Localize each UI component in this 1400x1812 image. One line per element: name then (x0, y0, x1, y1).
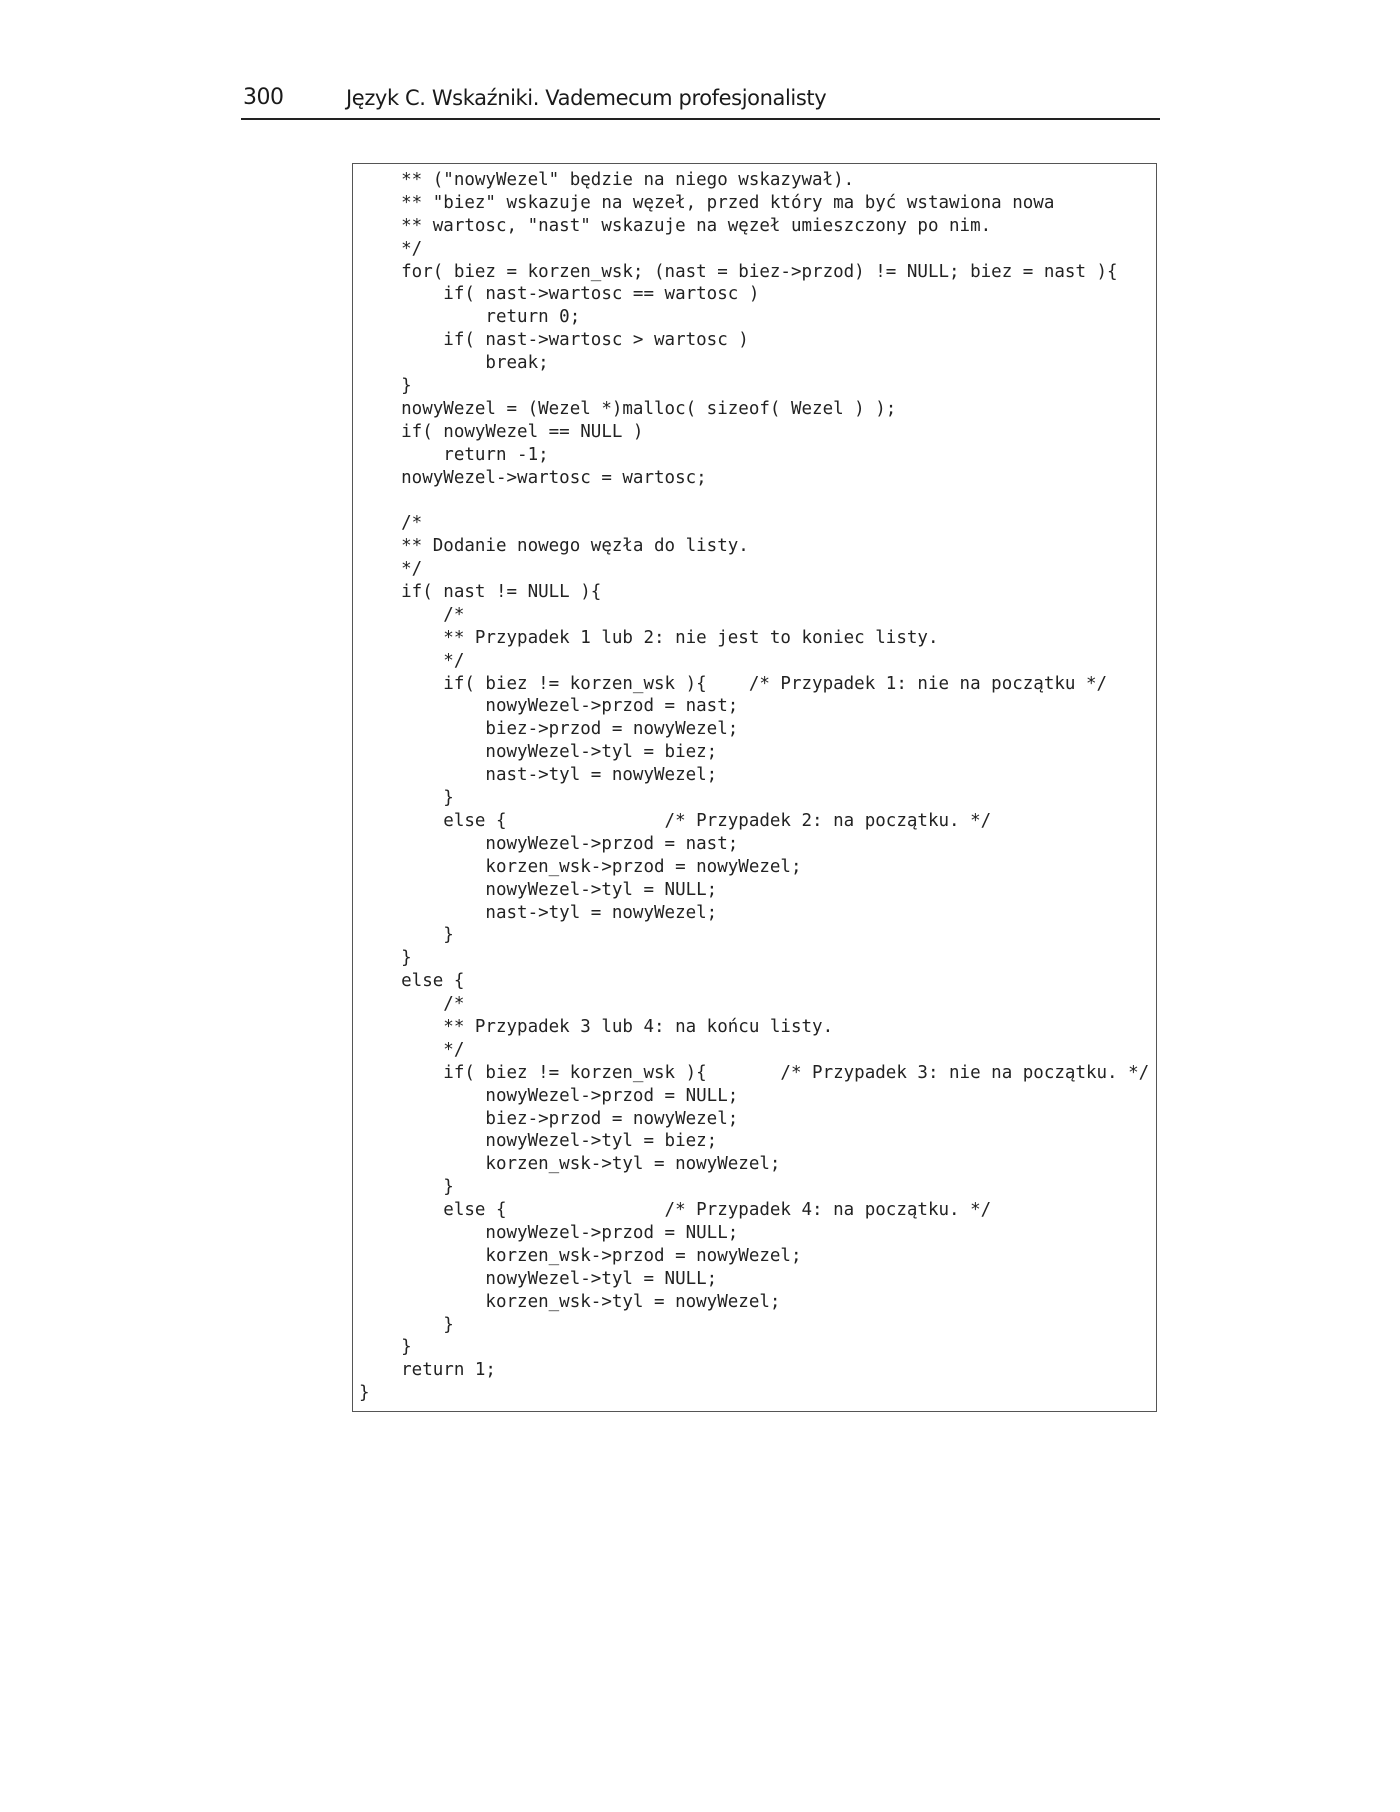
code-listing (359, 169, 1149, 1405)
code-line: } (359, 376, 412, 397)
code-line: ** Przypadek 1 lub 2: nie jest to koniec listy. (359, 627, 939, 648)
code-line: korzen_wsk->tyl = nowyWezel; (359, 1291, 781, 1312)
code-line: nowyWezel = (Wezel *)malloc( sizeof( Wezel ) ); (359, 398, 897, 419)
code-line: ** Dodanie nowego węzła do listy. (359, 536, 749, 557)
code-line: break; (359, 353, 549, 374)
code-line: nowyWezel->wartosc = wartosc; (359, 467, 707, 488)
code-line: if( nast != NULL ){ (359, 582, 602, 603)
code-line: if( nowyWezel == NULL ) (359, 421, 644, 442)
page-number: 300 (243, 85, 284, 110)
code-line: ** ("nowyWezel" będzie na niego wskazywał). (359, 170, 855, 190)
code-line: ** Przypadek 3 lub 4: na końcu listy. (359, 1016, 834, 1037)
code-line: else { /* Przypadek 2: na początku. */ (359, 810, 992, 831)
code-line: if( biez != korzen_wsk ){ /* Przypadek 1: nie na początku */ (359, 673, 1108, 694)
code-line: for( biez = korzen_wsk; (nast = biez->przod) != NULL; biez = nast ){ (359, 261, 1118, 282)
code-line: */ (359, 650, 465, 671)
code-line: else { /* Przypadek 4: na początku. */ (359, 1200, 992, 1221)
code-line: nowyWezel->przod = NULL; (359, 1222, 739, 1243)
code-line: } (359, 1383, 370, 1404)
running-header (241, 84, 1160, 120)
code-line: korzen_wsk->przod = nowyWezel; (359, 1245, 802, 1266)
code-line: } (359, 1177, 454, 1198)
code-line: /* (359, 994, 465, 1015)
code-line: nowyWezel->tyl = NULL; (359, 879, 718, 900)
code-line: return -1; (359, 444, 549, 465)
code-line (359, 489, 1149, 512)
code-line: } (359, 1314, 454, 1335)
code-line: /* (359, 604, 465, 625)
code-line: ** "biez" wskazuje na węzeł, przed który ma być wstawiona nowa (359, 192, 1055, 213)
code-line: biez->przod = nowyWezel; (359, 719, 739, 740)
code-line: nowyWezel->przod = nast; (359, 696, 739, 717)
code-line: } (359, 1337, 412, 1358)
code-line: nowyWezel->tyl = biez; (359, 1131, 718, 1152)
code-line: nowyWezel->tyl = biez; (359, 742, 718, 763)
code-line: } (359, 788, 454, 809)
code-listing-box (352, 163, 1157, 1412)
code-line: korzen_wsk->tyl = nowyWezel; (359, 1154, 781, 1175)
code-line: */ (359, 1039, 465, 1060)
code-line: nowyWezel->przod = nast; (359, 833, 739, 854)
code-line: biez->przod = nowyWezel; (359, 1108, 739, 1129)
code-line: nowyWezel->tyl = NULL; (359, 1268, 718, 1289)
code-line: if( nast->wartosc == wartosc ) (359, 284, 760, 305)
code-line: /* (359, 513, 423, 534)
code-line: if( nast->wartosc > wartosc ) (359, 330, 749, 351)
code-line: return 1; (359, 1360, 496, 1381)
code-line: korzen_wsk->przod = nowyWezel; (359, 856, 802, 877)
code-line: ** wartosc, "nast" wskazuje na węzeł umieszczony po nim. (359, 215, 992, 236)
code-line: */ (359, 559, 423, 580)
code-line: } (359, 948, 412, 969)
code-line: */ (359, 238, 423, 259)
code-line: else { (359, 971, 465, 992)
code-line: } (359, 925, 454, 946)
code-line: nast->tyl = nowyWezel; (359, 902, 718, 923)
book-title: Język C. Wskaźniki. Vademecum profesjonalisty (346, 86, 827, 110)
code-line: if( biez != korzen_wsk ){ /* Przypadek 3: nie na początku. */ (359, 1062, 1150, 1083)
code-line: nast->tyl = nowyWezel; (359, 765, 718, 786)
code-line: return 0; (359, 307, 581, 328)
code-line: nowyWezel->przod = NULL; (359, 1085, 739, 1106)
